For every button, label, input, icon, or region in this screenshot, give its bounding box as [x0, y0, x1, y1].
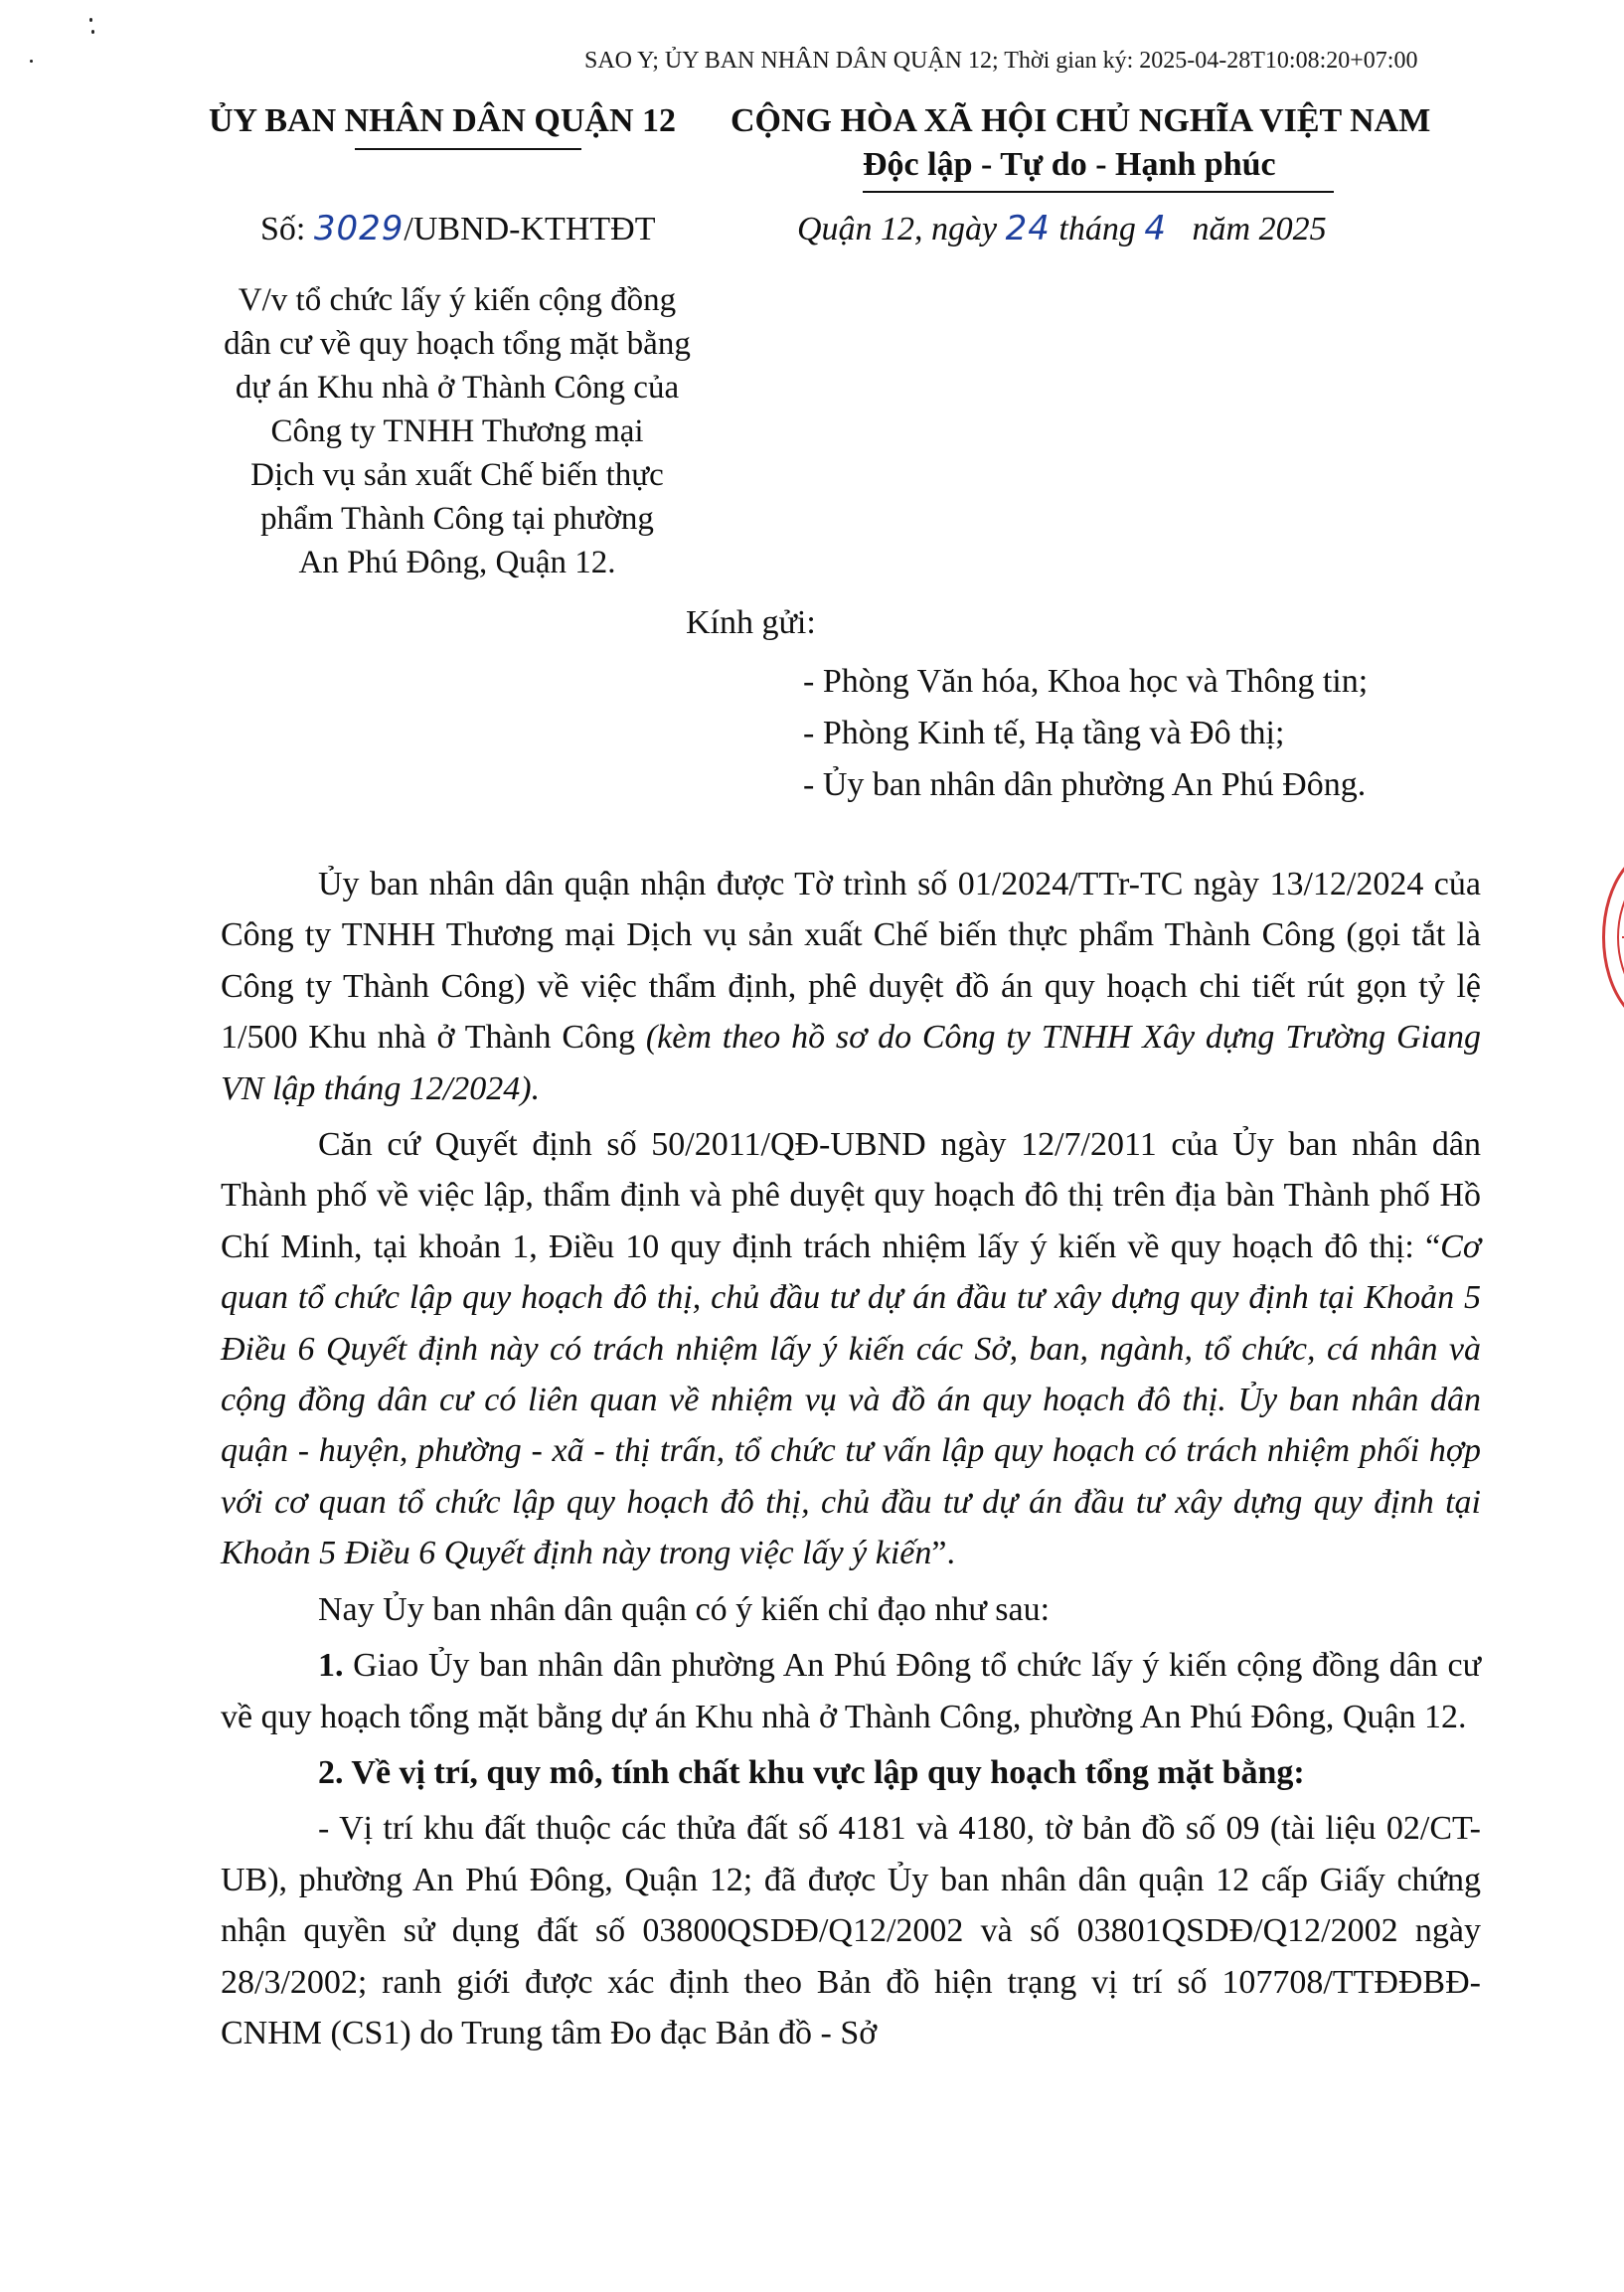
quoted-regulation: Cơ quan tổ chức lập quy hoạch đô thị, chủ đầu tư dự án đầu tư xây dựng quy định tại Khoản 5 Điều 6 Quyết định này có trách nhiệm lấy ý kiến các Sở, ban, ngành, tổ chức, cá nhân và cộng đồng dân cư có liên quan về nhiệm vụ và đồ án quy hoạch đô thị. Ủy ban nhân dân quận - huyện, phường - xã - thị trấn, tổ chức tư vấn lập quy hoạch có trách nhiệm phối hợp với cơ quan tổ chức lập quy hoạch đô thị, chủ đầu tư dự án đầu tư xây dựng quy định tại Khoản 5 Điều 6 Quyết định này trong việc lấy ý kiến	[221, 1228, 1481, 1572]
doc-number-handwritten: 3029	[313, 209, 405, 248]
body-paragraph	[221, 1119, 1481, 1579]
month-label: tháng	[1050, 211, 1145, 247]
issuing-agency: ỦY BAN NHÂN DÂN QUẬN 12	[209, 102, 677, 139]
recipient-item: - Phòng Văn hóa, Khoa học và Thông tin;	[803, 663, 1369, 700]
subject-line: dự án Khu nhà ở Thành Công của	[235, 370, 680, 406]
paragraph-text: - Vị trí khu đất thuộc các thửa đất số 4181 và 4180, tờ bản đồ số 09 (tài liệu 02/CT-UB), phường An Phú Đông, Quận 12; đã được Ủy ban nhân dân quận 12 cấp Giấy chứng nhận quyền sử dụng đất số 03800QSDĐ/Q12/2002 và số 03801QSDĐ/Q12/2002 ngày 28/3/2002; ranh giới được xác định theo Bản đồ hiện trạng vị trí số 107708/TTĐĐBĐ-CNHM (CS1) do Trung tâm Đo đạc Bản đồ - Sở	[221, 1810, 1481, 2051]
date-month-handwritten: 4	[1144, 209, 1168, 248]
date-day-handwritten: 24	[1005, 209, 1051, 248]
year-label: năm 2025	[1167, 211, 1327, 247]
motto-underline	[863, 191, 1334, 193]
document-body	[221, 859, 1481, 2063]
recipients-heading: Kính gửi:	[686, 604, 816, 641]
digital-signature-stamp: SAO Y; ỦY BAN NHÂN DÂN QUẬN 12; Thời gian ký: 2025-04-28T10:08:20+07:00	[584, 48, 1418, 74]
recipient-item: - Ủy ban nhân dân phường An Phú Đông.	[803, 766, 1367, 803]
recipient-item: - Phòng Kinh tế, Hạ tầng và Đô thị;	[803, 715, 1285, 751]
paragraph-text: Căn cứ Quyết định số 50/2011/QĐ-UBND ngày 12/7/2011 của Ủy ban nhân dân Thành phố về việc lập, thẩm định và phê duyệt quy hoạch đô thị trên địa bàn Thành phố Hồ Chí Minh, tại khoản 1, Điều 10 quy định trách nhiệm lấy ý kiến về quy hoạch đô thị: “	[221, 1126, 1481, 1265]
body-paragraph	[221, 1640, 1481, 1742]
paragraph-text: Nay Ủy ban nhân dân quận có ý kiến chỉ đạo như sau:	[318, 1590, 1051, 1628]
recipient-list	[803, 656, 1368, 811]
item-number: 1.	[318, 1647, 344, 1685]
subject-line: V/v tổ chức lấy ý kiến cộng đồng	[238, 282, 677, 318]
subject-line: Công ty TNHH Thương mại	[270, 413, 644, 449]
subject-line: phẩm Thành Công tại phường	[260, 501, 654, 537]
body-paragraph	[221, 859, 1481, 1114]
scan-speck	[89, 18, 92, 22]
document-number	[260, 209, 655, 248]
doc-number-prefix: Số:	[260, 211, 314, 247]
paragraph-text: Giao Ủy ban nhân dân phường An Phú Đông tổ chức lấy ý kiến cộng đồng dân cư về quy hoạch tổng mặt bằng dự án Khu nhà ở Thành Công, phường An Phú Đông, Quận 12.	[221, 1647, 1481, 1735]
doc-number-suffix: /UBND-KTHTĐT	[404, 211, 656, 247]
body-paragraph	[221, 1803, 1481, 2058]
agency-underline	[355, 148, 581, 150]
national-title: CỘNG HÒA XÃ HỘI CHỦ NGHĨA VIỆT NAM	[731, 102, 1431, 139]
document-subject	[179, 278, 735, 584]
red-seal-edge	[1586, 863, 1624, 1012]
paragraph-italic: (kèm theo hồ sơ do Công ty TNHH Xây dựng Trường Giang VN lập tháng 12/2024).	[221, 1019, 1481, 1107]
subject-line: Dịch vụ sản xuất Chế biến thực	[250, 457, 664, 493]
place-and-date	[797, 209, 1327, 248]
subject-line: dân cư về quy hoạch tổng mặt bằng	[224, 326, 691, 362]
body-paragraph	[221, 1584, 1481, 1635]
quote-close: ”.	[931, 1535, 955, 1572]
scan-speck	[30, 60, 33, 63]
national-motto: Độc lập - Tự do - Hạnh phúc	[863, 146, 1276, 183]
scan-speck	[91, 30, 94, 34]
paragraph-text: Ủy ban nhân dân quận nhận được Tờ trình số 01/2024/TTr-TC ngày 13/12/2024 của Công ty TNHH Thương mại Dịch vụ sản xuất Chế biến thực phẩm Thành Công (gọi tắt là Công ty Thành Công) về việc thẩm định, phê duyệt đồ án quy hoạch chi tiết rút gọn tỷ lệ 1/500 Khu nhà ở Thành Công	[221, 866, 1481, 1057]
section-heading: 2. Về vị trí, quy mô, tính chất khu vực lập quy hoạch tổng mặt bằng:	[318, 1753, 1305, 1791]
subject-line: An Phú Đông, Quận 12.	[298, 545, 616, 580]
place-date-prefix: Quận 12, ngày	[797, 211, 1006, 247]
